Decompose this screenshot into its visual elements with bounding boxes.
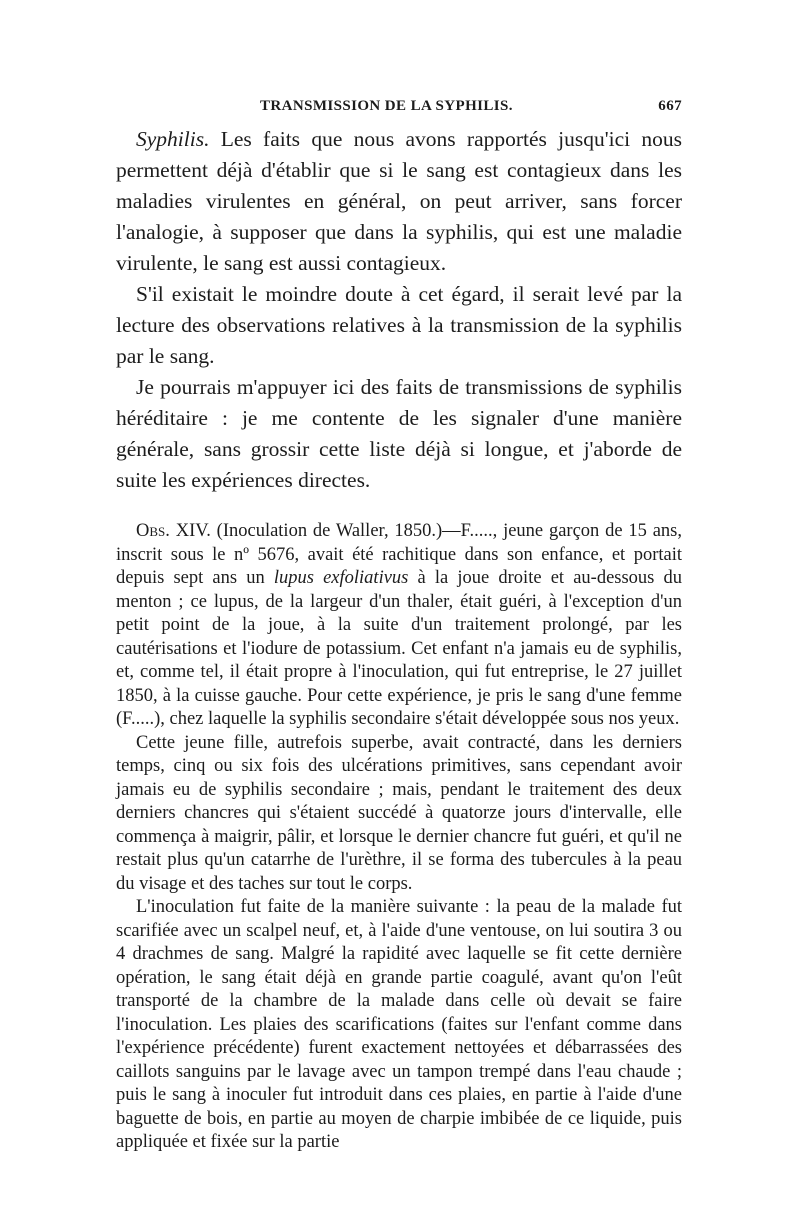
observation-paragraph-1 bbox=[116, 520, 682, 732]
book-page bbox=[116, 98, 682, 1155]
paragraph-doubt: S'il existait le moindre doute à cet égard, il serait levé par la lecture des observations relatives à la transmission de la syphilis par le sang. bbox=[116, 282, 682, 368]
observation-paragraph-2: Cette jeune fille, autrefois superbe, avait contracté, dans les derniers temps, cinq ou six fois des ulcérations primitives, sans cependant avoir jamais eu de syphilis secondaire ; mais, pendant le traitement des deux derniers chancres qui s'étaient succédé à quatorze jours d'intervalle, elle commença à maigrir, pâlir, et lorsque le dernier chancre fut guéri, et qu'il ne restait plus qu'un catarrhe de l'urèthre, il se forma des tubercules à la peau du visage et des taches sur tout le corps. bbox=[116, 732, 682, 894]
observation-text-a: XIV. (Inoculation de Waller, 1850.)—F....., jeune garçon de 15 ans, inscrit sous le nº 5676, avait été rachitique dans son enfance, et portait depuis sept ans un bbox=[116, 521, 683, 588]
main-text bbox=[116, 124, 682, 496]
paragraph-syphilis bbox=[116, 124, 682, 279]
page-number: 667 bbox=[658, 98, 682, 114]
section-lead: Syphilis. bbox=[136, 127, 210, 151]
observation-label: Obs. bbox=[136, 521, 170, 541]
observation-text-b: à la joue droite et au-dessous du menton ; ce lupus, de la largeur d'un thaler, était guéri, à l'exception d'un petit point de la joue, à la suite d'un traitement prolongé, par les cautérisations et l'iodure de potassium. Cet enfant n'a jamais eu de syphilis, et, comme tel, il était propre à l'inoculation, qui fut entreprise, le 27 juillet 1850, à la cuisse gauche. Pour cette expérience, je pris le sang d'une femme (F.....), chez laquelle la syphilis secondaire s'était développée sous nos yeux. bbox=[116, 568, 683, 729]
running-header bbox=[116, 98, 682, 120]
running-title: TRANSMISSION DE LA SYPHILIS. bbox=[260, 98, 513, 114]
paragraph-text: Les faits que nous avons rapportés jusqu'ici nous permettent déjà d'établir que si le sang est contagieux dans les maladies virulentes en général, on peut arriver, sans forcer l'analogie, à supposer que dans la syphilis, qui est une maladie virulente, le sang est aussi contagieux. bbox=[116, 127, 682, 275]
observation-paragraph-3: L'inoculation fut faite de la manière suivante : la peau de la malade fut scarifiée avec un scalpel neuf, et, à l'aide d'une ventouse, on lui soutira 3 ou 4 drachmes de sang. Malgré la rapidité avec laquelle se fit cette dernière opération, le sang était déjà en grande partie coagulé, avant qu'on l'eût transporté de la chambre de la malade dans celle où devait se faire l'inoculation. Les plaies des scarifications (faites sur l'enfant comme dans l'expérience précédente) furent exactement nettoyées et débarrassées des caillots sanguins par le lavage avec un tampon trempé dans l'eau chaude ; puis le sang à inoculer fut introduit dans ces plaies, en partie à l'aide d'une baguette de bois, en partie au moyen de charpie imbibée de ce liquide, puis appliquée et fixée sur la partie bbox=[116, 897, 682, 1152]
observation-block bbox=[116, 520, 682, 1155]
paragraph-heredity: Je pourrais m'appuyer ici des faits de transmissions de syphilis héréditaire : je me contente de les signaler d'une manière générale, sans grossir cette liste déjà si longue, et j'aborde de suite les expériences directes. bbox=[116, 375, 682, 492]
italic-term: lupus exfoliativus bbox=[273, 568, 409, 588]
